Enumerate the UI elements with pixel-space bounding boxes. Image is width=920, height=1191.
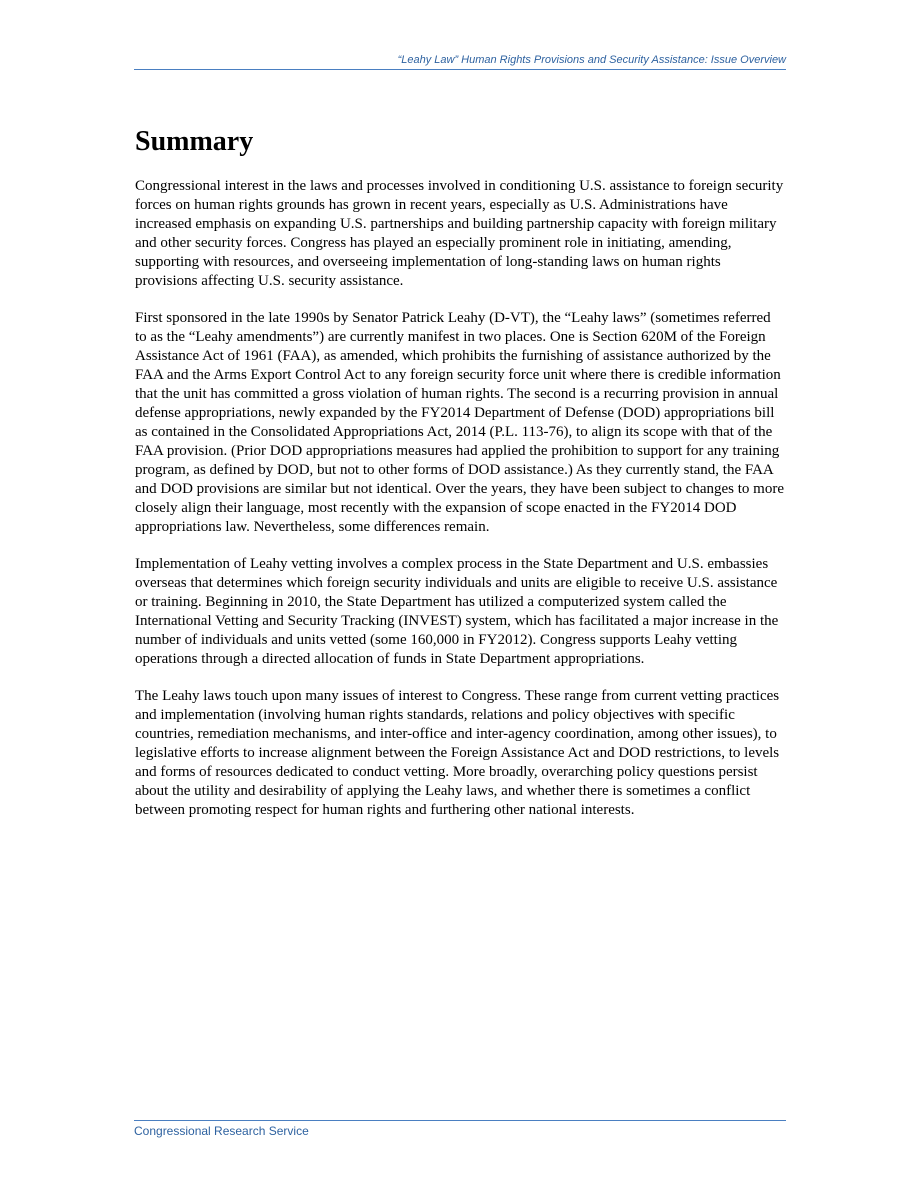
paragraph-1: Congressional interest in the laws and processes involved in conditioning U.S. assistance to foreign security forces on human rights grounds has grown in recent years, especially as U.S. Administrations have increased emphasis on expanding U.S. partnerships and building partnership capacity with foreign military and other security forces. Congress has played an especially prominent role in initiating, amending, supporting with resources, and overseeing implementation of long-standing laws on human rights provisions affecting U.S. security assistance. (135, 178, 784, 289)
summary-body (135, 177, 785, 838)
running-header (134, 53, 786, 70)
paragraph-3: Implementation of Leahy vetting involves a complex process in the State Department and U.S. embassies overseas that determines which foreign security individuals and units are eligible to receive U.S. assistance or training. Beginning in 2010, the State Department has utilized a computerized system called the International Vetting and Security Tracking (INVEST) system, which has facilitated a major increase in the number of individuals and units vetted (some 160,000 in FY2012). Congress supports Leahy vetting operations through a directed allocation of funds in State Department appropriations. (135, 556, 779, 667)
page-title: Summary (135, 126, 254, 157)
running-header-title: “Leahy Law” Human Rights Provisions and Security Assistance: Issue Overview (397, 54, 786, 66)
running-footer (134, 1120, 786, 1139)
footer-organization: Congressional Research Service (134, 1124, 309, 1138)
paragraph-2: First sponsored in the late 1990s by Senator Patrick Leahy (D-VT), the “Leahy laws” (sometimes referred to as the “Leahy amendments”) are currently manifest in two places. One is Section 620M of the Foreign Assistance Act of 1961 (FAA), as amended, which prohibits the furnishing of assistance authorized by the FAA and the Arms Export Control Act to any foreign security force unit where there is credible information that the unit has committed a gross violation of human rights. The second is a recurring provision in annual defense appropriations, newly expanded by the FY2014 Department of Defense (DOD) appropriations bill as contained in the Consolidated Appropriations Act, 2014 (P.L. 113-76), to align its scope with that of the FAA provision. (Prior DOD appropriations measures had applied the prohibition to support for any training program, as defined by DOD, but not to other forms of DOD assistance.) As they currently stand, the FAA and DOD provisions are similar but not identical. Over the years, they have been subject to changes to more closely align their language, most recently with the expansion of scope enacted in the FY2014 DOD appropriations law. Nevertheless, some differences remain. (135, 310, 784, 535)
paragraph-4: The Leahy laws touch upon many issues of interest to Congress. These range from current vetting practices and implementation (involving human rights standards, relations and policy objectives with specific countries, remediation mechanisms, and inter-office and inter-agency coordination, among other issues), to legislative efforts to increase alignment between the Foreign Assistance Act and DOD restrictions, to levels and forms of resources dedicated to conduct vetting. More broadly, overarching policy questions persist about the utility and desirability of applying the Leahy laws, and whether there is sometimes a conflict between promoting respect for human rights and furthering other national interests. (135, 688, 780, 818)
